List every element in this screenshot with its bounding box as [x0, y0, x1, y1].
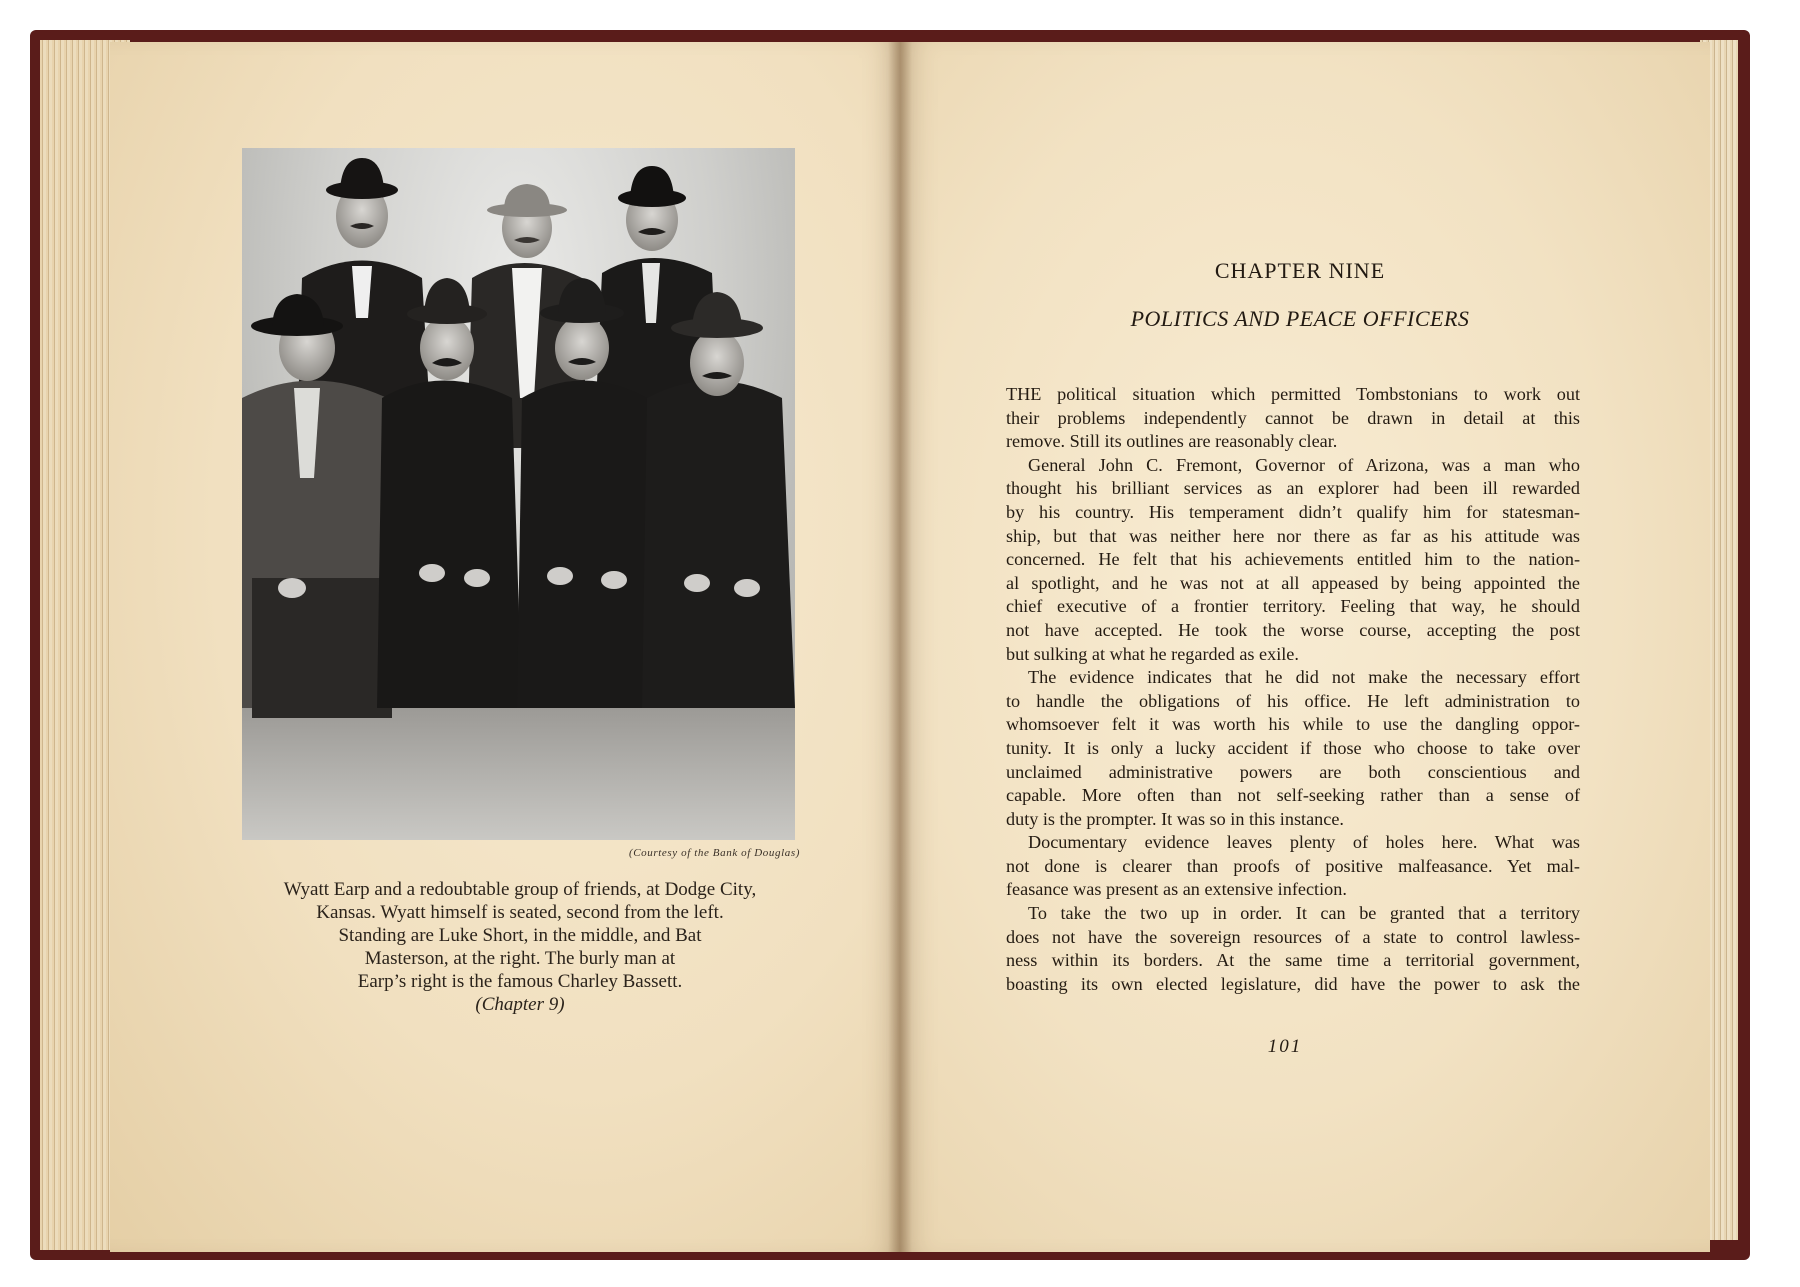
text-line: feasance was present as an extensive infection.	[1006, 879, 1347, 900]
text-line: unclaimed administrative powers are both conscientious and	[1006, 761, 1580, 782]
text-line: by his country. His temperament didn’t qualify him for statesman-	[1006, 501, 1580, 522]
chapter-title: POLITICS AND PEACE OFFICERS	[1130, 306, 1470, 331]
caption-line: Wyatt Earp and a redoubtable group of friends, at Dodge City,	[283, 879, 757, 900]
text-line: General John C. Fremont, Governor of Arizona, was a man who	[1028, 454, 1580, 475]
text-line: duty is the prompter. It was so in this instance.	[1006, 808, 1344, 829]
text-line: capable. More often than not self-seeking rather than a sense of	[1006, 785, 1580, 806]
text-line: al spotlight, and he was not at all appeased by being appointed the	[1006, 572, 1580, 593]
caption-line: Standing are Luke Short, in the middle, and Bat	[338, 925, 702, 946]
caption-chapter-ref: (Chapter 9)	[475, 994, 565, 1015]
text-line: The evidence indicates that he did not make the necessary effort	[1028, 667, 1580, 688]
chapter-body-text	[1006, 383, 1580, 996]
photo-illustration	[242, 148, 795, 840]
caption-line: Earp’s right is the famous Charley Bassett.	[357, 971, 683, 992]
text-line: tunity. It is only a lucky accident if those who choose to take over	[1006, 737, 1580, 758]
caption-line: Kansas. Wyatt himself is seated, second from the left.	[316, 902, 724, 923]
text-line: concerned. He felt that his achievements entitled him to the nation-	[1006, 549, 1580, 570]
text-line: their problems independently cannot be drawn in detail at this	[1006, 407, 1580, 428]
text-line: to handle the obligations of his office. He left administration to	[1006, 690, 1580, 711]
chapter-heading: CHAPTER NINE	[1214, 258, 1386, 283]
text-line: does not have the sovereign resources of a state to control lawless-	[1006, 926, 1580, 947]
text-line: not done is clearer than proofs of positive malfeasance. Yet mal-	[1006, 855, 1580, 876]
group-photograph	[242, 148, 795, 840]
text-line: ship, but that was neither here nor there as far as his attitude was	[1006, 525, 1580, 546]
text-line: chief executive of a frontier territory. Feeling that way, he should	[1006, 596, 1580, 617]
text-line: thought his brilliant services as an explorer had been ill rewarded	[1006, 478, 1580, 499]
text-line: To take the two up in order. It can be granted that a territory	[1028, 903, 1580, 924]
text-line: Documentary evidence leaves plenty of holes here. What was	[1028, 832, 1580, 853]
text-line: not have accepted. He took the worse course, accepting the post	[1006, 619, 1580, 640]
photo-credit: (Courtesy of the Bank of Douglas)	[628, 847, 800, 859]
text-line: ness within its borders. At the same time a territorial government,	[1006, 950, 1580, 971]
text-line: whomsoever felt it was worth his while to use the dangling oppor-	[1006, 714, 1580, 735]
text-line: THE political situation which permitted Tombstonians to work out	[1006, 384, 1580, 404]
text-line: remove. Still its outlines are reasonably clear.	[1006, 431, 1338, 452]
caption-line: Masterson, at the right. The burly man at	[364, 948, 676, 969]
text-line: but sulking at what he regarded as exile.	[1006, 643, 1299, 664]
photo-caption	[230, 878, 810, 1016]
page-number: 101	[1267, 1036, 1303, 1057]
book-gutter	[888, 42, 912, 1252]
text-line: boasting its own elected legislature, did have the power to ask the	[1006, 973, 1580, 994]
